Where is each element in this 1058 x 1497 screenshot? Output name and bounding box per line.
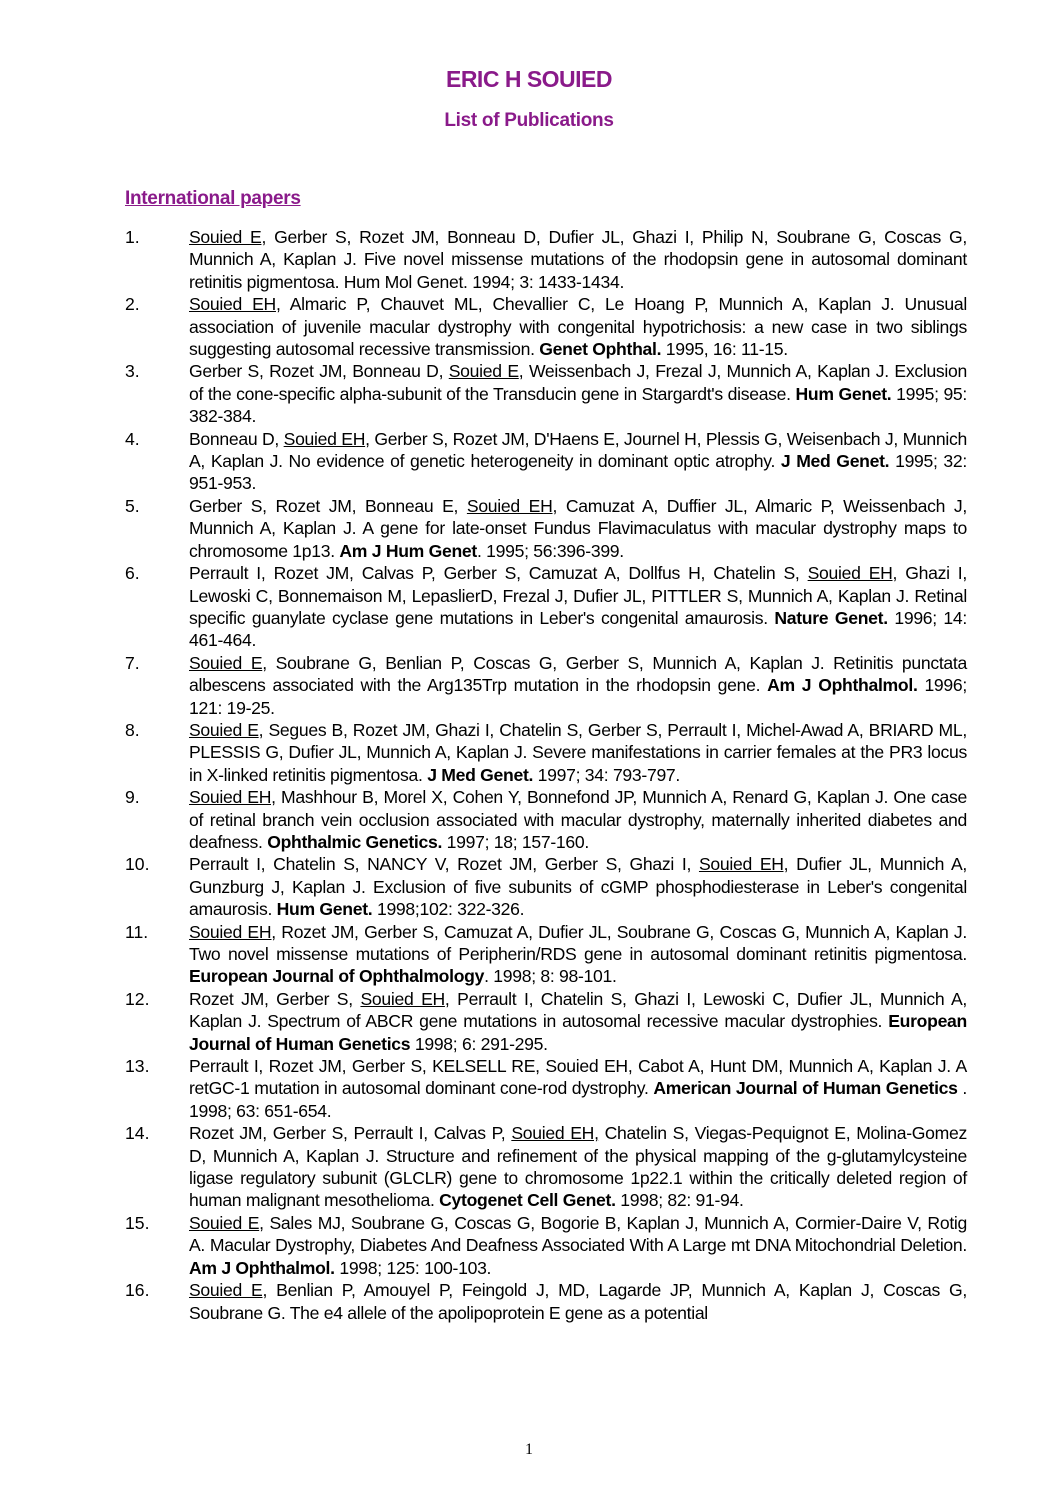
citation-text: Mashhour B, Morel X, Cohen Y, Bonnefond JP, Munnich A, Renard G, Kaplan J. One case of retinal branch vein occlusion associated with macular dystrophy, maternally inherited diabetes and deafness. <box>189 787 968 852</box>
journal-name: European Journal of Human Genetics <box>189 1011 967 1054</box>
publication-number: 1. <box>125 227 140 247</box>
citation-text: . 1995; 56:396-399. <box>476 540 624 561</box>
publication-entry <box>125 921 967 988</box>
publication-entry <box>125 786 967 853</box>
citation-text: , Perrault I, Chatelin S, Ghazi I, Lewoski C, Dufier JL, Munnich A, Kaplan J. Spectrum of ABCR gene mutations in autosomal recessive macular dystrophies. <box>189 988 967 1032</box>
publication-citation <box>189 562 967 652</box>
citation-text: Bonneau D, <box>189 428 284 449</box>
publication-citation <box>189 786 967 853</box>
author-name-underlined: Souied EH, <box>698 854 789 875</box>
author-name-underlined: Souied E <box>189 1280 263 1301</box>
journal-name: American Journal of Human Genetics <box>653 1078 958 1099</box>
citation-text: 1996; 121: 19-25. <box>189 675 967 718</box>
publication-number: 3. <box>125 361 140 382</box>
publication-citation <box>189 1055 967 1122</box>
journal-name: J Med Genet. <box>427 764 534 785</box>
publication-entry <box>125 1122 967 1212</box>
citation-text: . 1998; 63: 651-654. <box>189 1078 967 1121</box>
journal-name: European Journal of Ophthalmology <box>189 966 485 987</box>
publication-entry <box>125 719 967 786</box>
publication-entry <box>125 652 967 719</box>
publication-number: 12. <box>125 988 150 1009</box>
citation-text: , Gerber S, Rozet JM, Bonneau D, Dufier JL, Ghazi I, Philip N, Soubrane G, Coscas G, Munnich A, Kaplan J. Five novel missense mutations of the rhodopsin gene in autosomal dominant retinitis pigmentosa. Hum Mol Genet. 1994; 3: 1433-1434. <box>189 227 967 292</box>
publication-citation <box>189 719 967 786</box>
journal-name: Nature Genet. <box>774 607 888 628</box>
author-name-underlined: Souied E <box>189 1212 260 1233</box>
citation-text: Gerber S, Rozet JM, Bonneau E, <box>189 495 467 516</box>
publication-citation <box>189 293 967 360</box>
author-name-underlined: Souied E <box>189 227 262 247</box>
citation-text: Perrault I, Chatelin S, NANCY V, Rozet JM, Gerber S, Ghazi I, <box>189 854 699 875</box>
page-title: ERIC H SOUIED <box>445 66 613 92</box>
author-name-underlined: Souied E <box>189 652 263 673</box>
citation-text: Rozet JM, Gerber S, Camuzat A, Dufier JL, Soubrane G, Coscas G, Munnich A, Kaplan J. Two novel missense mutations of Peripherin/RDS gene in autosomal dominant retinitis pigmentosa. <box>189 921 967 964</box>
citation-text: , Weissenbach J, Frezal J, Munnich A, Kaplan J. Exclusion of the cone-specific alpha-subunit of the Transducin gene in Stargardt's disease. <box>189 361 968 404</box>
author-name-underlined: Souied EH, <box>189 921 276 942</box>
publication-number: 5. <box>125 495 140 516</box>
publication-citation <box>189 226 967 293</box>
citation-text: Chatelin S, Viegas-Pequignot E, Molina-Gomez D, Munnich A, Kaplan J. Structure and refinement of the physical mapping of the g-glutamylcysteine ligase regulatory subunit (GLCLR) gene to chromosome 1p22.1 within the critically deleted region of human malignant mesothelioma. <box>189 1123 967 1211</box>
author-name-underlined: Souied EH <box>189 294 276 315</box>
journal-name: J Med Genet. <box>780 451 890 472</box>
journal-name: Cytogenet Cell Genet. <box>439 1190 616 1211</box>
citation-text: . 1998; 8: 98-101. <box>484 966 617 987</box>
author-name-underlined: Souied EH, <box>807 563 898 584</box>
citation-text: Perrault I, Rozet JM, Calvas P, Gerber S, Camuzat A, Dollfus H, Chatelin S, <box>189 563 808 584</box>
publication-entry <box>125 1212 967 1279</box>
citation-text: 1998; 82: 91-94. <box>615 1190 744 1211</box>
citation-text: 1998; 6: 291-295. <box>410 1033 548 1054</box>
publication-number: 11. <box>125 921 149 942</box>
publication-number: 6. <box>125 563 140 584</box>
citation-text: 1995; 32: 951-953. <box>189 451 967 494</box>
publication-citation <box>189 495 967 562</box>
citation-text: , Soubrane G, Benlian P, Coscas G, Gerber S, Munnich A, Kaplan J. Retinitis punctata albescens associated with the Arg135Trp mutation in the rhodopsin gene. <box>189 652 967 696</box>
citation-text: 1998;102: 322-326. <box>372 899 525 920</box>
publication-entry <box>125 988 967 1055</box>
publication-number: 16. <box>125 1280 150 1301</box>
citation-text: 1997; 18; 157-160. <box>442 831 589 852</box>
publication-number: 7. <box>125 652 140 673</box>
publication-number: 9. <box>125 787 140 808</box>
citation-text: Camuzat A, Duffier JL, Almaric P, Weissenbach J, Munnich A, Kaplan J. A gene for late-onset Fundus Flavimaculatus with macular dystrophy maps to chromosome 1p13. <box>189 495 967 561</box>
publication-citation <box>189 988 967 1055</box>
publication-entry <box>125 428 967 495</box>
publication-citation <box>189 853 967 920</box>
citation-text: Gerber S, Rozet JM, Bonneau D, <box>189 361 449 382</box>
citation-text: Ghazi I, Lewoski C, Bonnemaison M, LepaslierD, Frezal J, Dufier JL, PITTLER S, Munnich A, Kaplan J. Retinal specific guanylate cyclase gene mutations in Leber's congenital amaurosis. <box>189 563 967 628</box>
citation-text: , Segues B, Rozet JM, Ghazi I, Chatelin S, Gerber S, Perrault I, Michel-Awad A, BRIARD ML, PLESSIS G, Dufier JL, Munnich A, Kaplan J. Severe manifestations in carrier females at the PR3 locus in X-linked retinitis pigmentosa. <box>189 719 967 785</box>
citation-text: 1997; 34: 793-797. <box>533 764 680 785</box>
citation-text: 1998; 125: 100-103. <box>334 1257 492 1278</box>
citation-text: Rozet JM, Gerber S, <box>189 988 361 1009</box>
publication-entry <box>125 226 967 293</box>
citation-text: , Sales MJ, Soubrane G, Coscas G, Bogorie B, Kaplan J, Munnich A, Cormier-Daire V, Rotig A. Macular Dystrophy, Diabetes And Deafness Associated With A Large mt DNA Mitochondrial Deletion. <box>189 1212 967 1256</box>
publication-entry <box>125 853 967 920</box>
publication-number: 15. <box>125 1212 150 1233</box>
publication-citation <box>189 1279 967 1324</box>
section-heading: International papers <box>125 188 301 209</box>
author-name-underlined: Souied EH, <box>189 787 276 808</box>
publication-citation <box>189 921 967 988</box>
publication-citation <box>189 652 967 719</box>
publication-number: 8. <box>125 719 140 740</box>
publication-citation <box>189 1212 967 1279</box>
page-number: 1 <box>525 1441 533 1458</box>
journal-name: Genet Ophthal. <box>539 339 662 360</box>
citation-text: Rozet JM, Gerber S, Perrault I, Calvas P, <box>189 1123 512 1144</box>
publication-entry <box>125 293 967 360</box>
citation-text: Perrault I, Rozet JM, Gerber S, KELSELL RE, Souied EH, Cabot A, Hunt DM, Munnich A, Kaplan J. A retGC-1 mutation in autosomal dominant cone-rod dystrophy. <box>189 1056 967 1099</box>
publication-number: 13. <box>125 1056 150 1077</box>
publication-citation <box>189 428 967 495</box>
publication-entry <box>125 1279 967 1324</box>
citation-text: , Gerber S, Rozet JM, D'Haens E, Journel H, Plessis G, Weisenbach J, Munnich A, Kaplan J. No evidence of genetic heterogeneity in dominant optic atrophy. <box>189 428 967 472</box>
journal-name: Ophthalmic Genetics. <box>267 831 443 852</box>
citation-text: 1996; 14: 461-464. <box>189 607 967 651</box>
author-name-underlined: Souied E <box>448 361 519 382</box>
publication-list <box>125 226 967 1324</box>
publication-number: 2. <box>125 294 140 315</box>
publication-citation <box>189 1122 967 1212</box>
journal-name: Hum Genet. <box>276 899 373 920</box>
publication-entry <box>125 562 967 652</box>
citation-text: , Almaric P, Chauvet ML, Chevallier C, Le Hoang P, Munnich A, Kaplan J. Unusual association of juvenile macular dystrophy with congenital hypotrichosis: a new case in two siblings suggesting autosomal recessive transmission. <box>189 294 967 360</box>
publication-entry <box>125 495 967 562</box>
citation-text: 1995, 16: 11-15. <box>661 339 788 360</box>
citation-text: 1995; 95: 382-384. <box>189 383 967 427</box>
publication-citation <box>189 360 967 427</box>
publication-entry <box>125 360 967 427</box>
publication-number: 10. <box>125 854 150 875</box>
author-name-underlined: Souied EH <box>360 988 445 1009</box>
author-name-underlined: Souied EH, <box>466 495 558 516</box>
publication-number: 14. <box>125 1123 150 1144</box>
page-subtitle: List of Publications <box>444 110 614 131</box>
journal-name: Am J Ophthalmol. <box>767 675 918 696</box>
journal-name: Am J Hum Genet <box>339 540 477 561</box>
publication-entry <box>125 1055 967 1122</box>
citation-text: Dufier JL, Munnich A, Gunzburg J, Kaplan J. Exclusion of five subunits of cGMP phosphodiesterase in Leber's congenital amaurosis. <box>189 854 968 920</box>
author-name-underlined: Souied E <box>189 719 259 740</box>
publication-number: 4. <box>125 428 140 449</box>
journal-name: Am J Ophthalmol. <box>189 1257 335 1278</box>
citation-text: , Benlian P, Amouyel P, Feingold J, MD, Lagarde JP, Munnich A, Kaplan J, Coscas G, Soubrane G. The e4 allele of the apolipoprotein E gene as a potential <box>189 1280 967 1323</box>
author-name-underlined: Souied EH <box>283 428 366 449</box>
author-name-underlined: Souied EH, <box>511 1123 599 1144</box>
journal-name: Hum Genet. <box>795 383 892 404</box>
